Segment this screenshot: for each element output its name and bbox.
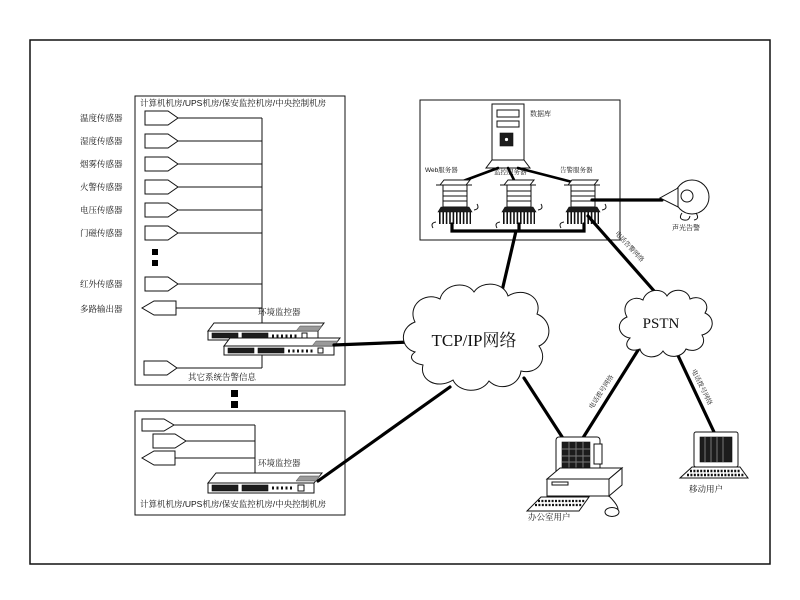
- sensor-label: 红外传感器: [80, 279, 123, 289]
- alarm-server-icon: [560, 180, 606, 228]
- server-shelf-top: [440, 180, 470, 185]
- ellipsis-dot: [231, 401, 238, 408]
- switch-badge: [296, 326, 322, 331]
- office-user-label: 办公室用户: [528, 512, 571, 522]
- alarm-server-label: 告警服务器: [560, 167, 593, 174]
- sensor-label: 烟雾传感器: [80, 159, 123, 169]
- switch-ports: [258, 348, 284, 353]
- pstn-to-office-link: [581, 347, 640, 441]
- alarmserver-to-pstn-link: [588, 216, 655, 292]
- web-server-icon: [432, 180, 478, 228]
- env-monitor-label-lower: 环境监控器: [258, 458, 301, 468]
- mobile-user-label: 移动用户: [689, 484, 724, 494]
- monitor-side-vent: [594, 444, 602, 464]
- server-foot: [474, 204, 478, 210]
- mouse-icon: [605, 508, 619, 517]
- switch-ports: [228, 348, 254, 353]
- sensor-label: 湿度传感器: [80, 136, 123, 146]
- tower-drive-slot: [497, 110, 519, 117]
- pstn-cloud: [619, 290, 712, 357]
- ellipsis-dot: [152, 249, 158, 255]
- switch-ports: [212, 485, 238, 491]
- monitor-server-label: 监控服务器: [494, 169, 527, 176]
- server-foot: [432, 222, 436, 228]
- pstn-mobile-link-label: 电话拨号网络: [689, 368, 714, 407]
- floppy-slot: [552, 482, 568, 485]
- keyboard-icon: [527, 497, 589, 511]
- env-monitor-label-upper: 环境监控器: [258, 307, 301, 317]
- tower-led: [505, 138, 508, 141]
- phone-alarm-network-label: 电话告警网络: [613, 230, 645, 264]
- sound-light-alarm-label: 声光告警: [672, 225, 700, 232]
- tower-drive-slot: [497, 121, 519, 127]
- web-server-label: Web服务器: [425, 167, 458, 174]
- mobile-user-laptop-icon: [680, 432, 748, 478]
- ellipsis-dot: [231, 390, 238, 397]
- sensor-label: 门磁传感器: [80, 228, 123, 238]
- switch-ports: [212, 333, 238, 338]
- pstn-cloud-label: PSTN: [642, 316, 680, 332]
- switch-ports: [242, 333, 268, 338]
- server-foot: [496, 222, 500, 228]
- switch-uplink-port: [318, 348, 323, 353]
- laptop-base: [680, 467, 748, 478]
- ellipsis-dot: [152, 260, 158, 266]
- database-tower-icon: [486, 104, 530, 168]
- server-foot: [538, 204, 542, 210]
- tcpip-cloud: [403, 284, 549, 390]
- sensor-label: 火警传感器: [80, 182, 123, 192]
- tcpip-to-office-link: [524, 378, 568, 446]
- switch-uplink-port: [302, 333, 307, 338]
- switch-device-upper-1: [208, 323, 324, 340]
- sensor-label: 电压传感器: [80, 205, 123, 215]
- other-alarm-label: 其它系统告警信息: [188, 372, 257, 382]
- server-foot: [560, 222, 564, 228]
- speaker-driver: [681, 190, 693, 202]
- tcpip-cloud-label: TCP/IP网络: [431, 331, 517, 350]
- switch-ports: [242, 485, 268, 491]
- server-collar: [438, 207, 472, 212]
- pstn-to-mobile-link: [674, 347, 714, 432]
- server-collar: [502, 207, 536, 212]
- lower-room-box: [135, 411, 345, 515]
- server-collar: [566, 207, 600, 212]
- sensor-label: 温度传感器: [80, 113, 123, 123]
- right-arrow-icon: [142, 419, 174, 431]
- left-arrow-icon: [142, 451, 175, 465]
- switch-device-lower: [208, 473, 322, 493]
- pstn-office-link-label: 电话拨号网络: [588, 373, 616, 411]
- lower-switch-to-tcpip-link: [318, 387, 450, 481]
- server-shelf-top: [504, 180, 534, 185]
- server-foot: [602, 204, 606, 210]
- switch-device-upper-2: [224, 338, 340, 355]
- switch-badge: [296, 476, 320, 481]
- office-user-computer-icon: [527, 437, 622, 517]
- upper-room-header: 计算机机房/UPS机房/保安监控机房/中央控制机房: [140, 98, 327, 108]
- switch-uplink-port: [298, 485, 304, 491]
- speaker-icon: [660, 180, 709, 220]
- right-arrow-icon: [153, 434, 186, 448]
- server-shelf-top: [568, 180, 598, 185]
- monitor-server-icon: [496, 180, 542, 228]
- upper-room-box: [80, 96, 345, 385]
- lower-room-footer: 计算机机房/UPS机房/保安监控机房/中央控制机房: [140, 499, 327, 509]
- database-label: 数据库: [530, 111, 551, 118]
- speaker-horn: [660, 188, 678, 207]
- sensor-label: 多路输出器: [80, 304, 123, 314]
